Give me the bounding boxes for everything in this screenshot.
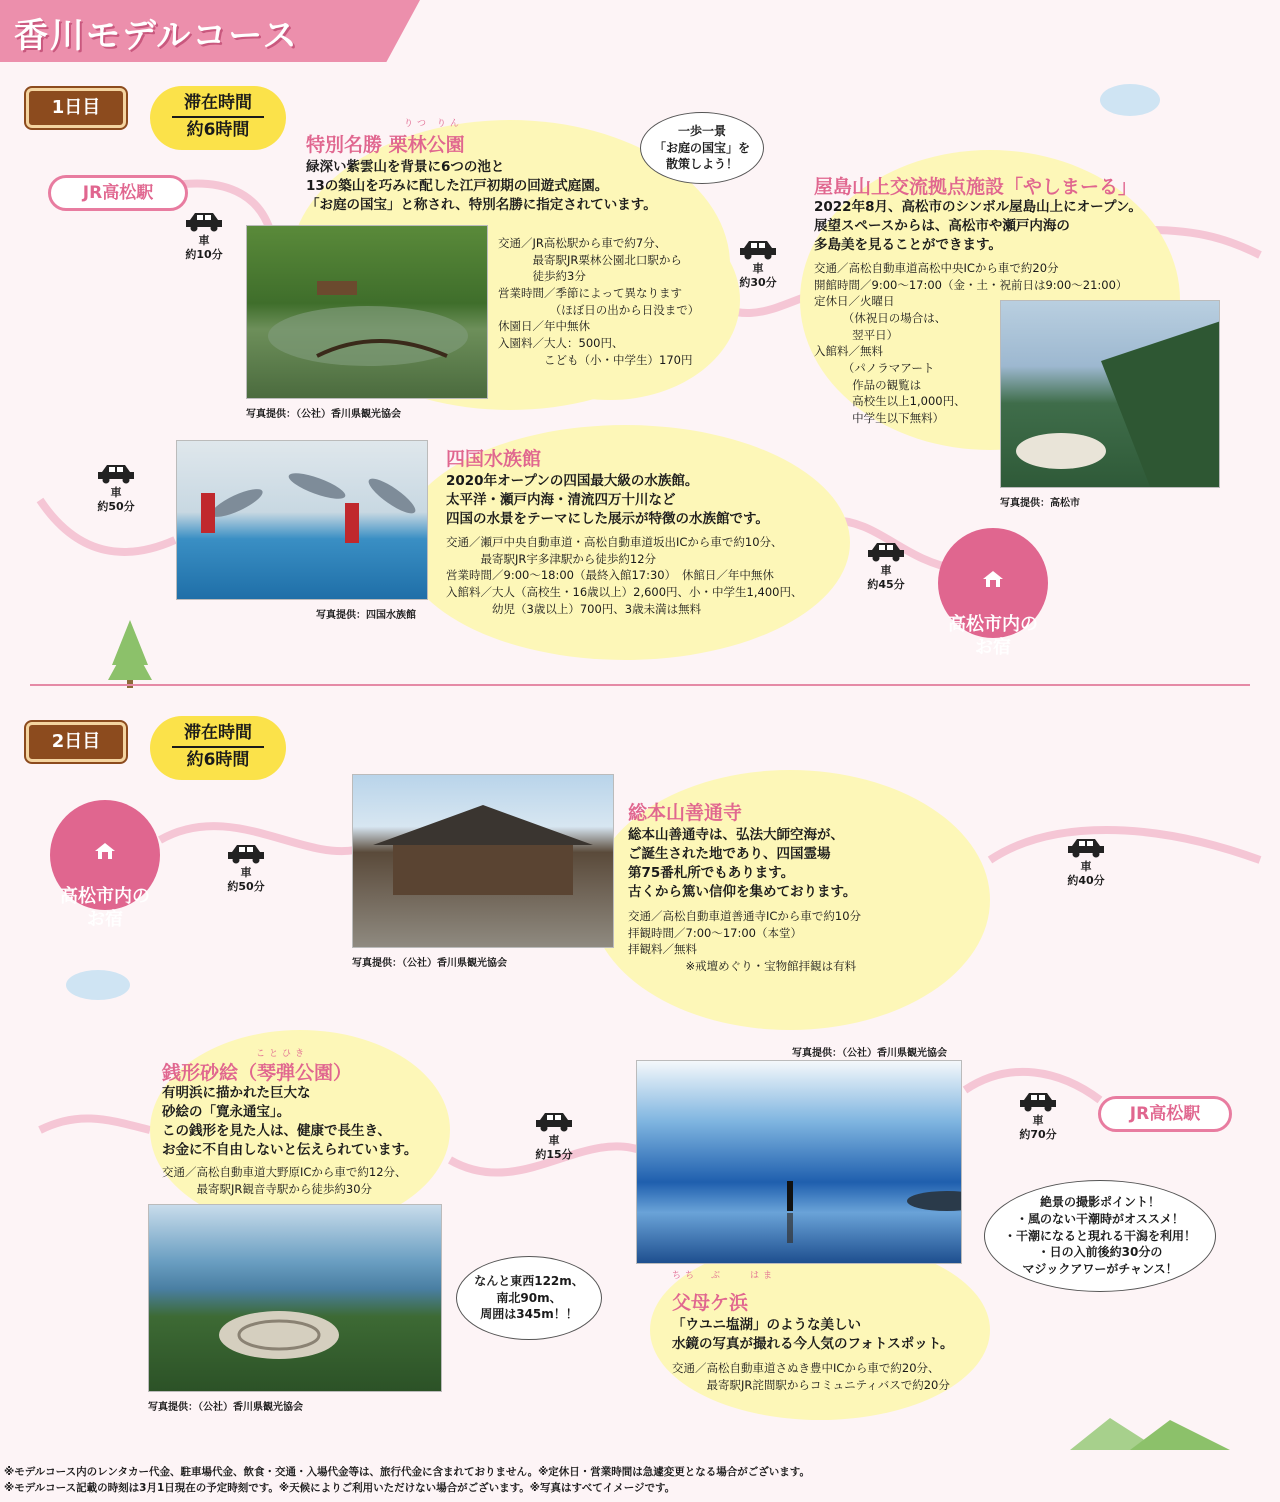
ritsurin-info: 交通／JR高松駅から車で約7分、 最寄駅JR栗林公園北口駅から 徒歩約3分 営業時間／季節によって異なります （ほぼ日の出から日没まで） 休園日／年中無休 入園料／大人：500円、 こども（小・中学生）170円 bbox=[498, 236, 700, 367]
car-mode: 車 bbox=[548, 1134, 560, 1147]
car-leg-4 bbox=[858, 540, 914, 593]
aquarium-title: 四国水族館 bbox=[446, 448, 542, 470]
car-icon bbox=[96, 462, 136, 484]
chichibu-photo bbox=[636, 1060, 962, 1264]
zenigata-desc: 有明浜に描かれた巨大な 砂絵の「寛永通宝」。 この銭形を見た人は、健康で長生き、 お金に不自由しないと伝えられています。 bbox=[162, 1085, 418, 1158]
car-mode: 車 bbox=[110, 486, 122, 499]
day1-stay-time bbox=[150, 86, 286, 150]
aquarium-photo bbox=[176, 440, 428, 600]
yashima-view-image bbox=[1001, 301, 1220, 488]
car-leg-5 bbox=[218, 842, 274, 895]
ritsurin-bubble: 一歩一景 「お庭の国宝」を 散策しよう！ bbox=[640, 112, 764, 184]
ritsurin-ruby: りつ りん bbox=[404, 119, 463, 129]
temple-image bbox=[353, 775, 614, 948]
car-time: 約30分 bbox=[739, 276, 777, 290]
car-icon bbox=[184, 210, 224, 232]
car-icon bbox=[534, 1110, 574, 1132]
car-leg-6 bbox=[1058, 836, 1114, 889]
car-icon bbox=[1066, 836, 1106, 858]
car-icon bbox=[738, 238, 778, 260]
yashima-desc: 2022年8月、高松市のシンボル屋島山上にオープン。 展望スペースからは、高松市や瀬戸内海の 多島美を見ることができます。 bbox=[814, 199, 1142, 253]
house-icon bbox=[983, 571, 1003, 587]
hotel-label: 高松市内の お宿 bbox=[948, 613, 1038, 659]
ritsurin-photo bbox=[246, 225, 488, 399]
aquarium-info: 交通／瀬戸中央自動車道・高松自動車道坂出ICから車で約10分、 最寄駅JR宇多津駅から徒歩約12分 営業時間／9:00〜18:00（最終入館17:30） 休館日／年中無休 入館料／大人（高校生・16歳以上）2,600円、小・中学生1,400円、 幼児（3歳以上）700円、3歳未満は無料 bbox=[446, 535, 803, 616]
car-icon bbox=[1018, 1090, 1058, 1112]
footer-note-1: ※モデルコース内のレンタカー代金、駐車場代金、飲食・交通・入場代金等は、旅行代金に含まれておりません。※定休日・営業時間は急遽変更となる場合がございます。 bbox=[4, 1466, 810, 1478]
chichibu-desc: 「ウユニ塩湖」のような美しい 水鏡の写真が撮れる今人気のフォトスポット。 bbox=[672, 1317, 954, 1352]
stay-label: 滞在時間 bbox=[184, 723, 252, 743]
yashima-photo bbox=[1000, 300, 1220, 488]
car-time: 約40分 bbox=[1067, 874, 1105, 888]
zentsuji-desc: 総本山善通寺は、弘法大師空海が、 ご誕生された地であり、四国霊場 第75番札所でもあります。 古くから篤い信仰を集めております。 bbox=[628, 827, 857, 900]
zenigata-title: 銭形砂絵（琴弾公園） bbox=[162, 1062, 353, 1084]
car-mode: 車 bbox=[1032, 1114, 1044, 1127]
zentsuji-credit: 写真提供：（公社）香川県観光協会 bbox=[352, 958, 507, 969]
car-leg-7 bbox=[526, 1110, 582, 1163]
mirror-beach-image bbox=[637, 1061, 962, 1264]
hotel-label: 高松市内の お宿 bbox=[60, 885, 150, 931]
chichibu-title: 父母ケ浜 bbox=[672, 1292, 749, 1314]
aquarium-credit: 写真提供：四国水族館 bbox=[316, 610, 416, 621]
sand-coin-image bbox=[149, 1205, 442, 1392]
car-mode: 車 bbox=[880, 564, 892, 577]
chichibu-bubble: 絶景の撮影ポイント！ ・風のない干潮時がオススメ！ ・干潮になると現れる干潟を利用！ ・日の入前後約30分の マジックアワーがチャンス！ bbox=[984, 1180, 1216, 1292]
ritsurin-title: 特別名勝 栗林公園 bbox=[306, 134, 465, 156]
chichibu-info: 交通／高松自動車道さぬき豊中ICから車で約20分、 最寄駅JR詫間駅からコミュニティバスで約20分 bbox=[672, 1361, 950, 1392]
stay-divider bbox=[172, 116, 264, 118]
end-station: JR高松駅 bbox=[1098, 1096, 1232, 1132]
zentsuji-title: 総本山善通寺 bbox=[628, 802, 743, 824]
zentsuji-photo bbox=[352, 774, 614, 948]
car-time: 約10分 bbox=[185, 248, 223, 262]
zentsuji-info: 交通／高松自動車道善通寺ICから車で約10分 拝観時間／7:00〜17:00（本堂） 拝観料／無料 ※戒壇めぐり・宝物館拝観は有料 bbox=[628, 909, 862, 974]
day1-hotel bbox=[938, 528, 1048, 659]
yashima-info: 交通／高松自動車道高松中央ICから車で約20分 開館時間／9:00〜17:00（金・土・祝前日は9:00〜21:00） 定休日／火曜日 （休祝日の場合は、 翌平日） 入館料／無料 （パノラマアート 作品の観覧は 高校生以上1,000円、 中学生以下無料） bbox=[814, 261, 1128, 426]
car-mode: 車 bbox=[198, 234, 210, 247]
garden-bridge-image bbox=[247, 226, 488, 399]
car-leg-2 bbox=[730, 238, 786, 291]
car-mode: 車 bbox=[240, 866, 252, 879]
ritsurin-credit: 写真提供：（公社）香川県観光協会 bbox=[246, 409, 401, 420]
car-time: 約50分 bbox=[97, 500, 135, 514]
day1-badge: 1日目 bbox=[26, 88, 126, 128]
car-leg-3 bbox=[88, 462, 144, 515]
stay-value: 約6時間 bbox=[186, 750, 250, 771]
car-icon bbox=[226, 842, 266, 864]
zenigata-credit: 写真提供：（公社）香川県観光協会 bbox=[148, 1402, 303, 1413]
car-icon bbox=[866, 540, 906, 562]
zenigata-bubble: なんと東西122m、 南北90m、 周囲は345m！！ bbox=[456, 1256, 602, 1340]
car-mode: 車 bbox=[752, 262, 764, 275]
page-title: 香川モデルコース bbox=[14, 16, 299, 56]
chichibu-ruby: ちち ぶ はま bbox=[672, 1271, 777, 1281]
car-time: 約45分 bbox=[867, 578, 905, 592]
house-icon bbox=[95, 843, 115, 859]
zenigata-ruby: ことひき bbox=[256, 1049, 309, 1059]
stay-label: 滞在時間 bbox=[184, 93, 252, 113]
zenigata-info: 交通／高松自動車道大野原ICから車で約12分、 最寄駅JR観音寺駅から徒歩約30分 bbox=[162, 1165, 407, 1196]
yashima-title: 屋島山上交流拠点施設「やしまーる」 bbox=[814, 176, 1138, 198]
yashima-credit: 写真提供：高松市 bbox=[1000, 498, 1080, 509]
stay-divider bbox=[172, 746, 264, 748]
day-divider bbox=[30, 684, 1250, 686]
aquarium-desc: 2020年オープンの四国最大級の水族館。 太平洋・瀬戸内海・清流四万十川など 四国の水景をテーマにした展示が特徴の水族館です。 bbox=[446, 473, 769, 527]
zenigata-photo bbox=[148, 1204, 442, 1392]
day2-stay-time bbox=[150, 716, 286, 780]
dolphin-show-image bbox=[177, 441, 428, 600]
footer-note-2: ※モデルコース記載の時刻は3月1日現在の予定時刻です。※天候によりご利用いただけない場合がございます。※写真はすべてイメージです。 bbox=[4, 1482, 676, 1494]
day2-badge: 2日目 bbox=[26, 722, 126, 762]
stay-value: 約6時間 bbox=[186, 120, 250, 141]
car-leg-1 bbox=[176, 210, 232, 263]
car-mode: 車 bbox=[1080, 860, 1092, 873]
ritsurin-desc: 緑深い紫雲山を背景に6つの池と 13の築山を巧みに配した江戸初期の回遊式庭園。 「お庭の国宝」と称され、特別名勝に指定されています。 bbox=[306, 159, 657, 213]
car-time: 約15分 bbox=[535, 1148, 573, 1162]
car-time: 約70分 bbox=[1019, 1128, 1057, 1142]
car-time: 約50分 bbox=[227, 880, 265, 894]
chichibu-credit: 写真提供：（公社）香川県観光協会 bbox=[792, 1048, 947, 1059]
start-station: JR高松駅 bbox=[48, 175, 188, 211]
car-leg-8 bbox=[1010, 1090, 1066, 1143]
day2-hotel bbox=[50, 800, 160, 931]
